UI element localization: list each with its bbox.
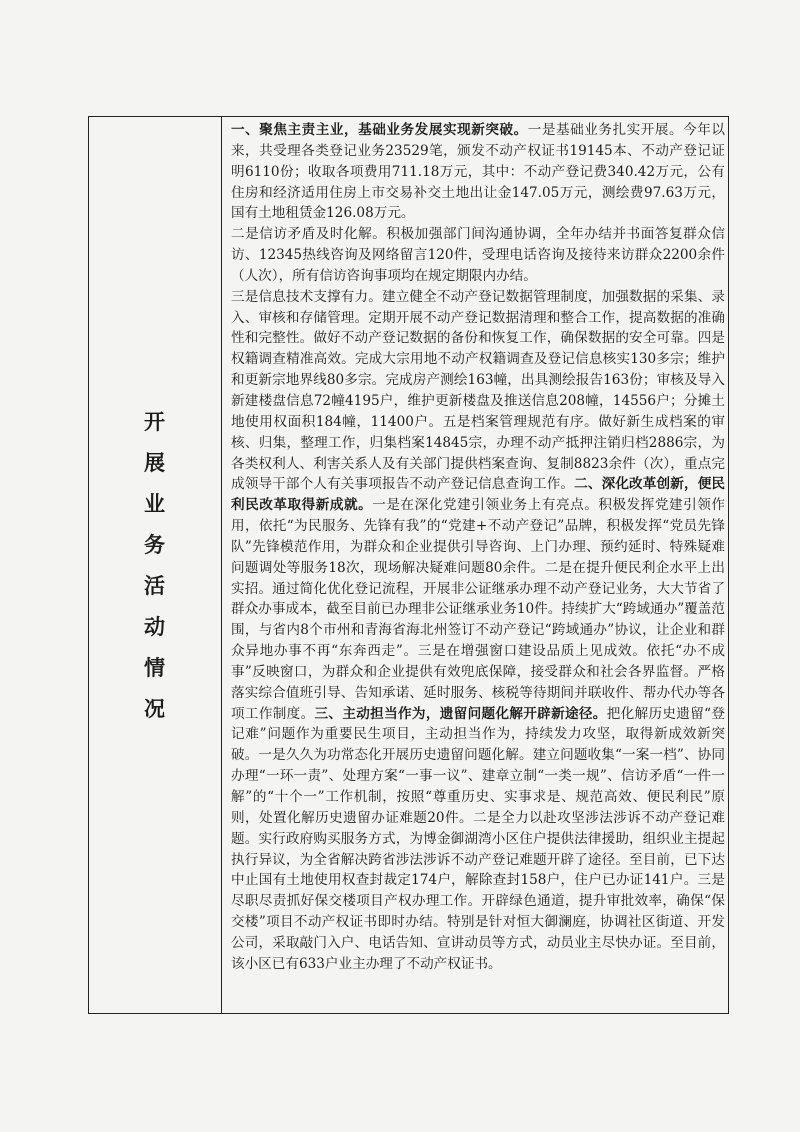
section-heading-3: 三、主动担当作为，遗留问题化解开辟新途径。 <box>314 705 607 722</box>
row-label-char: 动 <box>144 614 165 639</box>
paragraph-3 <box>231 287 725 975</box>
row-label-char: 业 <box>144 491 165 516</box>
paragraph-text: 把化解历史遗留“登记难”问题作为重要民生项目，主动担当作为，持续发力攻坚，取得新成效新突破。一是久久为功常态化开展历史遗留问题化解。建立问题收集“一案一档”、协同办理“一环一责”、处理方案“一事一议”、建章立制“一类一规”、信访矛盾“一件一解”的“十个一”工作机制，按照“尊重历史、实事求是、规范高效、便民利民”原则，处置化解历史遗留办证难题20件。二是全力以赴攻坚涉法涉诉不动产登记难题。实行政府购买服务方式，为博金御湖湾小区住户提供法律援助，组织业主提起执行异议，为全省解决跨省涉法涉诉不动产登记难题开辟了途径。至目前，已下达中止国有土地使用权查封裁定174户，解除查封158户，住户已办证141户。三是尽职尽责抓好保交楼项目产权办理工作。开辟绿色通道，提升审批效率，确保“保交楼”项目不动产权证书即时办结。特别是针对恒大御澜庭，协调社区街道、开发公司，采取敲门入户、电话告知、宣讲动员等方式，动员业主尽快办证。至目前，该小区已有633户业主办理了不动产权证书。 <box>231 705 726 972</box>
row-label-char: 开 <box>144 409 165 434</box>
section-heading-1: 一、聚焦主责主业，基础业务发展实现新突破。 <box>231 122 528 138</box>
column-divider <box>221 116 222 1014</box>
row-label-char: 展 <box>144 450 165 475</box>
row-label-char: 情 <box>144 655 165 680</box>
paragraph-2 <box>231 224 725 287</box>
row-label-char: 务 <box>144 532 165 557</box>
section-heading-2: 二、深化改革创新，便民利民改革取得新成就。 <box>231 476 726 514</box>
row-label-cell <box>88 116 221 1014</box>
content-cell <box>231 120 725 975</box>
row-label-char: 况 <box>144 696 165 721</box>
row-label-char: 活 <box>144 573 165 598</box>
paragraph-text: 三是信息技术支撑有力。建立健全不动产登记数据管理制度，加强数据的采集、录入、审核和存储管理。定期开展不动产登记数据清理和整合工作，提高数据的准确性和完整性。做好不动产登记数据的备份和恢复工作，确保数据的安全可靠。四是权籍调查精准高效。完成大宗用地不动产权籍调查及登记信息核实130多宗；维护和更新宗地界线80多宗。完成房产测绘163幢，出具测绘报告163份；审核及导入新建楼盘信息72幢4195户，维护更新楼盘及推送信息208幢，14556户；分摊土地使用权面积184幢，11400户。五是档案管理规范有序。做好新生成档案的审核、归集，整理工作，归集档案14845宗，办理不动产抵押注销归档2886宗，为各类权利人、利害关系人及有关部门提供档案查询、复制8823余件（次），重点完成领导干部个人有关事项报告不动产登记信息查询工作。 <box>231 288 725 493</box>
paragraph-1 <box>231 120 725 224</box>
paragraph-text: 一是基础业务扎实开展。今年以来，共受理各类登记业务23529笔，颁发不动产权证书19145本、不动产登记证明6110份；收取各项费用711.18万元，其中：不动产登记费340.42万元，公有住房和经济适用住房上市交易补交土地出让金147.05万元，测绘费97.63万元，国有土地租赁金126.08万元。 <box>231 122 726 222</box>
row-label <box>144 401 165 729</box>
paragraph-text: 二是信访矛盾及时化解。积极加强部门间沟通协调，全年办结并书面答复群众信访、12345热线咨询及网络留言120件，受理电话咨询及接待来访群众2200余件（人次），所有信访咨询事项均在规定期限内办结。 <box>231 226 725 284</box>
paragraph-text: 一是在深化党建引领业务上有亮点。积极发挥党建引领作用，依托“为民服务、先锋有我”的“党建+不动产登记”品牌，积极发挥“党员先锋队”先锋模范作用，为群众和企业提供引导咨询、上门办理、预约延时、特殊疑难问题调处等服务18次，现场解决疑难问题80余件。二是在提升便民利企水平上出实招。通过简化优化登记流程，开展非公证继承办理不动产登记业务，大大节省了群众办事成本，截至目前已办理非公证继承业务10件。持续扩大“跨域通办”覆盖范围，与省内8个市州和青海省海北州签订不动产登记“跨域通办”协议，让企业和群众异地办事不再“东奔西走”。三是在增强窗口建设品质上见成效。依托“办不成事”反映窗口，为群众和企业提供有效兜底保障，接受群众和社会各界监督。严格落实综合值班引导、告知承诺、延时服务、核税等待期间并联收件、帮办代办等各项工作制度。 <box>231 497 725 722</box>
